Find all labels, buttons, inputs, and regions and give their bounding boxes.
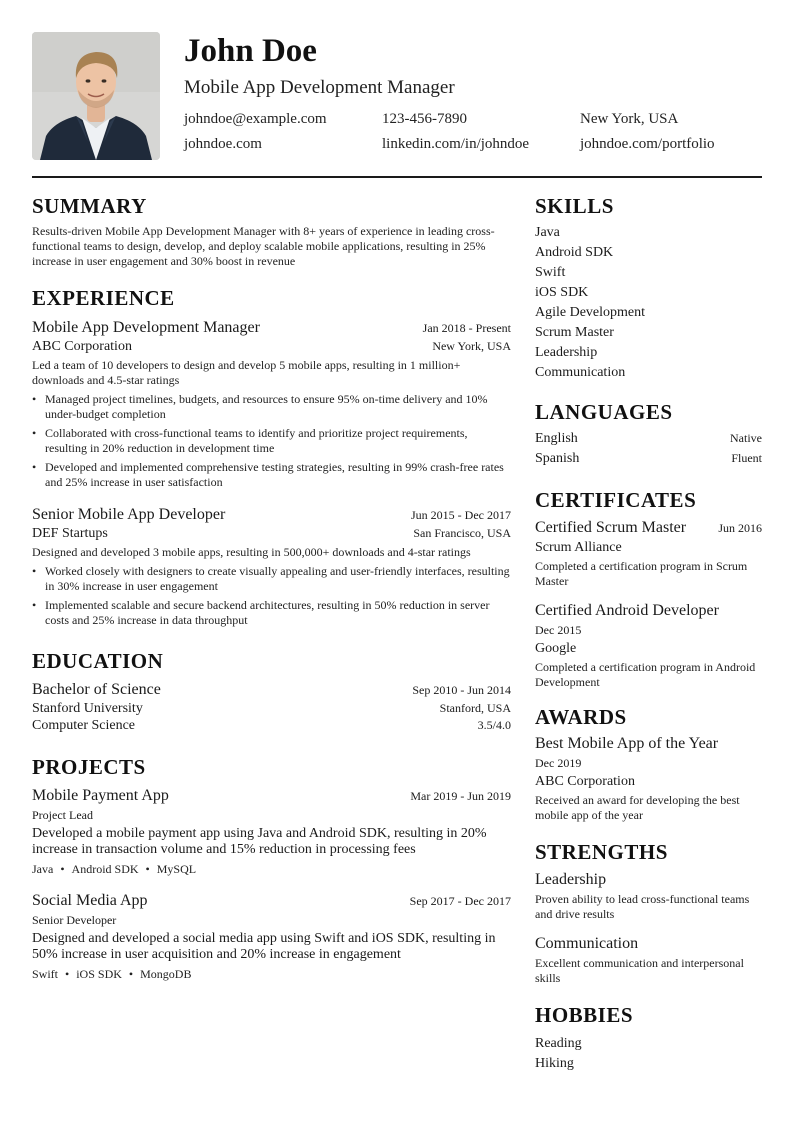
experience-item: [32, 318, 511, 490]
tag: Java: [32, 862, 54, 876]
project-name: Social Media App: [32, 892, 148, 909]
strength-item: [535, 934, 762, 986]
job-company: ABC Corporation: [32, 339, 132, 354]
project-item: [32, 891, 511, 982]
list-item: • Managed project timelines, budgets, and resources to ensure 95% on-time delivery and 10% under-budget completion: [32, 392, 511, 422]
certificates-section: [535, 487, 762, 690]
section-title: LANGUAGES: [535, 400, 673, 424]
certificate-name: Certified Scrum Master: [535, 519, 687, 536]
education-dates: Sep 2010 - Jun 2014: [412, 683, 511, 697]
skill-item: Communication: [535, 365, 626, 380]
job-bullets: [32, 392, 511, 490]
tag: Swift: [32, 967, 59, 981]
gpa: 3.5/4.0: [477, 718, 511, 732]
list-item: • Implemented scalable and secure backend architectures, resulting in 50% reduction in server costs and 25% increase in data throughput: [32, 598, 511, 628]
right-column: [535, 193, 762, 1074]
certificate-name: Certified Android Developer: [535, 602, 719, 619]
contact-phone[interactable]: 123-456-7890: [382, 111, 467, 127]
certificate-issuer: Scrum Alliance: [535, 540, 622, 555]
list-item: • Collaborated with cross-functional teams to identify and prioritize project requirements, resulting in 20% reduction in development time: [32, 426, 511, 456]
list-item: • Developed and implemented comprehensive testing strategies, resulting in 99% crash-free rates and 25% increase in user satisfaction: [32, 460, 511, 490]
project-tags: Swift • iOS SDK • MongoDB: [32, 967, 192, 981]
skill-item: Scrum Master: [535, 325, 614, 340]
section-title: STRENGTHS: [535, 840, 668, 864]
language-name: English: [535, 431, 578, 446]
project-item: [32, 786, 511, 877]
award-description: Received an award for developing the best mobile app of the year: [535, 793, 740, 822]
job-description: Led a team of 10 developers to design and develop 5 mobile apps, resulting in 1 million+ downloads and 4.5-star ratings: [32, 358, 461, 387]
project-description: Developed a mobile payment app using Java and Android SDK, resulting in 20% increase in transaction volume and 15% reduction in processing fees: [32, 826, 487, 857]
job-location: San Francisco, USA: [413, 526, 511, 540]
section-title: EXPERIENCE: [32, 286, 175, 310]
award-name: Best Mobile App of the Year: [535, 735, 719, 752]
summary-section: [32, 193, 511, 269]
certificate-description: Completed a certification program in Android Development: [535, 660, 756, 689]
contact-portfolio[interactable]: johndoe.com/portfolio: [580, 136, 715, 152]
certificate-description: Completed a certification program in Scrum Master: [535, 559, 748, 588]
hobby-item: Reading: [535, 1036, 582, 1051]
experience-section: [32, 285, 511, 628]
strengths-section: [535, 839, 762, 986]
project-tags: Java • Android SDK • MySQL: [32, 862, 197, 876]
strength-name: Leadership: [535, 871, 607, 888]
project-role: Project Lead: [32, 808, 93, 822]
section-title: SKILLS: [535, 194, 614, 218]
hobby-item: Hiking: [535, 1056, 574, 1071]
candidate-name: John Doe: [184, 33, 317, 69]
certificate-date: Jun 2016: [718, 521, 762, 535]
certificate-issuer: Google: [535, 641, 577, 656]
field-of-study: Computer Science: [32, 718, 136, 733]
certificate-item: [535, 601, 762, 690]
section-title: CERTIFICATES: [535, 488, 697, 512]
list-item: • Worked closely with designers to create visually appealing and user-friendly interfaces, resulting in 30% increase in user engagement: [32, 564, 511, 594]
project-description: Designed and developed a social media app using Swift and iOS SDK, resulting in 50% increase in user acquisition and 20% increase in engagement: [32, 931, 496, 962]
certificate-item: [535, 518, 762, 589]
section-title: AWARDS: [535, 705, 627, 729]
skills-section: [535, 193, 762, 383]
project-name: Mobile Payment App: [32, 787, 169, 804]
tag: MySQL: [156, 862, 197, 876]
tag: MongoDB: [140, 967, 192, 981]
contact-linkedin[interactable]: linkedin.com/in/johndoe: [382, 136, 530, 152]
job-role: Mobile App Development Manager: [32, 319, 260, 336]
left-column: [32, 193, 511, 982]
tag: iOS SDK: [76, 967, 122, 981]
job-description: Designed and developed 3 mobile apps, resulting in 500,000+ downloads and 4-star ratings: [32, 545, 471, 559]
strength-description: Proven ability to lead cross-functional teams and drive results: [535, 892, 750, 921]
award-date: Dec 2019: [535, 756, 582, 770]
job-location: New York, USA: [432, 339, 511, 353]
strength-name: Communication: [535, 935, 639, 952]
strength-description: Excellent communication and interpersonal skills: [535, 956, 744, 985]
tag: Android SDK: [71, 862, 139, 876]
contact-location: New York, USA: [580, 111, 679, 127]
project-dates: Mar 2019 - Jun 2019: [410, 789, 511, 803]
summary-text: Results-driven Mobile App Development Manager with 8+ years of experience in leading cross-functional teams to design, develop, and deploy scalable mobile applications, resulting in 25% increase in user engagement and 30% boost in revenue: [32, 224, 495, 268]
job-dates: Jan 2018 - Present: [422, 321, 511, 335]
skill-item: iOS SDK: [535, 285, 589, 300]
resume-header: [32, 32, 762, 160]
header-divider: [32, 176, 762, 178]
languages-section: [535, 399, 762, 469]
skill-item: Swift: [535, 265, 566, 280]
skill-item: Android SDK: [535, 245, 614, 260]
strength-item: [535, 870, 762, 922]
project-role: Senior Developer: [32, 913, 117, 927]
experience-item: [32, 505, 511, 628]
projects-section: [32, 754, 511, 982]
job-role: Senior Mobile App Developer: [32, 506, 226, 523]
project-dates: Sep 2017 - Dec 2017: [409, 894, 511, 908]
skill-item: Java: [535, 225, 560, 240]
job-bullets: [32, 564, 511, 628]
education-section: [32, 648, 511, 734]
degree: Bachelor of Science: [32, 681, 161, 698]
hobbies-section: [535, 1002, 762, 1074]
skill-item: Agile Development: [535, 305, 646, 320]
section-title: PROJECTS: [32, 755, 146, 779]
section-title: EDUCATION: [32, 649, 164, 673]
skill-item: Leadership: [535, 345, 598, 360]
job-dates: Jun 2015 - Dec 2017: [411, 508, 511, 522]
section-title: HOBBIES: [535, 1003, 634, 1027]
certificate-date: Dec 2015: [535, 623, 582, 637]
contact-website[interactable]: johndoe.com: [184, 136, 262, 152]
language-level: Fluent: [731, 451, 762, 465]
language-name: Spanish: [535, 451, 580, 466]
awards-section: [535, 704, 762, 823]
section-title: SUMMARY: [32, 194, 147, 218]
language-level: Native: [730, 431, 762, 445]
education-location: Stanford, USA: [439, 701, 511, 715]
candidate-title: Mobile App Development Manager: [184, 77, 455, 98]
award-issuer: ABC Corporation: [535, 774, 635, 789]
profile-photo: [32, 32, 160, 160]
contact-email[interactable]: johndoe@example.com: [184, 111, 327, 127]
school: Stanford University: [32, 701, 143, 716]
job-company: DEF Startups: [32, 526, 108, 541]
